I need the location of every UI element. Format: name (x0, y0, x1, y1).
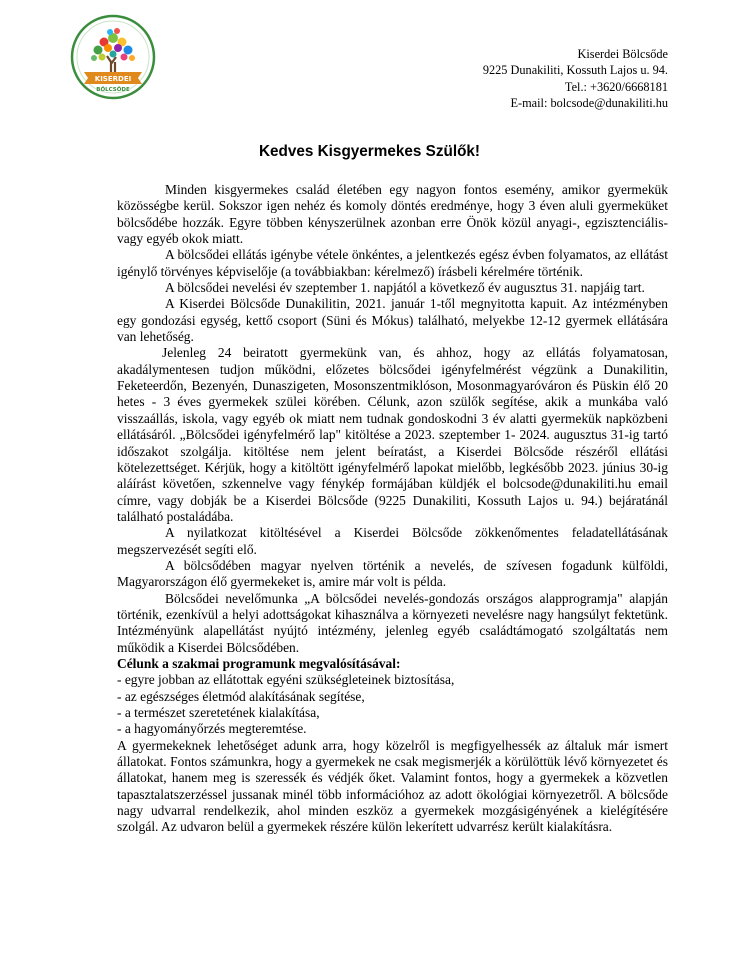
letter-title: Kedves Kisgyermekes Szülők! (258, 143, 481, 160)
letterhead (483, 46, 668, 112)
org-address: 9225 Dunakiliti, Kossuth Lajos u. 94. (482, 63, 668, 78)
paragraph-school-year: A bölcsődei nevelési év szeptember 1. napjától a következő év augusztus 31. napjáig tart. (165, 280, 645, 296)
logo-bottom-text: BÖLCSŐDE (96, 87, 130, 93)
goal-item: - egyre jobban az ellátottak egyéni szükségleteinek biztosítása, (117, 672, 455, 688)
kiserdei-logo (70, 14, 156, 100)
goal-item: - a természet szeretetének kialakítása, (117, 705, 320, 720)
paragraph-intro: Minden kisgyermekes család életében egy nagyon fontos esemény, amikor gyermekük közösségbe kerül. Sokszor igen nehéz és komoly döntés eredménye, hogy 3 éven aluli gyermeküket bölcsődébe hozzák. Egyre többen kényszerülnek azonban erre Önök közül anyagi-, egzisztenciális- vagy egyéb okok miatt. (117, 182, 668, 247)
paragraph-program: Bölcsődei nevelőmunka „A bölcsődei nevelés-gondozás országos alapprogramja" alapján történik, ezenkívül a helyi adottságokat kihasználva a környezeti nevelésre nagy hangsúlyt fektetünk. Intézményünk alapellátást nyújtó intézmény, jelenleg egyéb családtámogató szolgáltatás nem működik a Kiserdei Bölcsődében. (117, 590, 668, 655)
paragraph-declaration: A nyilatkozat kitöltésével a Kiserdei Bölcsőde zökkenőmentes feladatellátásának megszervezését segíti elő. (117, 525, 668, 557)
paragraph-closing: A gyermekeknek lehetőséget adunk arra, hogy közelről is megfigyelhessék az általuk már ismert állatokat. Fontos számunkra, hogy a gyermekek ne csak megismerjék a körülöttük lévő környezetet és állatokat, hanem meg is szeressék és védjék őket. Valamint fontos, hogy a gyermekek a közvetlen tapasztalatszerzéssel jussanak minél több információhoz az adott ökológiai környezetről. A bölcsőde nagy udvarral rendelkezik, ahol minden eszköz a gyermekek mozgásigényének a kielégítésére szolgál. Az udvaron belül a gyermekek részére külön lekerített udvarrész került kialakításra. (117, 737, 668, 835)
logo-top-text: KISERDEI (94, 75, 132, 83)
paragraph-opening: A Kiserdei Bölcsőde Dunakilitin, 2021. január 1-től megnyitotta kapuit. Az intézményben egy gondozási egység, kettő csoport (Süni és Mókus) található, melyekbe 12-12 gyermek ellátására van lehetőség. (117, 296, 668, 345)
goal-item: - az egészséges életmód alakításának segítése, (117, 688, 365, 704)
goal-item: - a hagyományőrzés megteremtése. (117, 721, 307, 737)
letter-body (117, 182, 668, 836)
org-phone: Tel.: +3620/6668181 (564, 79, 668, 94)
paragraph-language: A bölcsődében magyar nyelven történik a nevelés, de szívesen fogadunk külföldi, Magyarországon élő gyermekeket is, amire már volt is példa. (117, 557, 668, 590)
goals-list (117, 672, 668, 737)
org-name: Kiserdei Bölcsőde (577, 47, 668, 61)
paragraph-survey: Jelenleg 24 beiratott gyermekünk van, és ahhoz, hogy az ellátás folyamatosan, akadálymentesen tudjon működni, előzetes bölcsődei igényfelmérést végzünk a Dunakilitin, Feketeerdőn, Bezenyén, Dunaszigeten, Mosonszentmiklóson, Mosonmagyaróváron és Püskin élő 20 hetes - 3 éves gyermekek szülei körében. Célunk, azon szülők segítése, akik a munkába való visszaállás, iskola, vagy egyéb ok miatt nem tudnak gondoskodni 3 év alatti gyermekük napközbeni ellátásáról. „Bölcsődei igényfelmérő lap" kitöltése a 2023. szeptember 1- 2024. augusztus 31-ig tartó időszakot szolgálja. kitöltése nem jelent beíratást, a Kiserdei Bölcsőde részéről ellátási kötelezettséget. Kérjük, hogy a kitöltött igényfelmérő lapokat mielőbb, legkésőbb 2023. június 30-ig aláírást követően, szkennelve vagy fénykép formájában küldjék el bolcsode@dunakiliti.hu email címre, vagy dobják be a Kiserdei Bölcsőde (9225 Dunakiliti, Kossuth Lajos u. 94.) bejáratánál található postaládába. (117, 345, 668, 524)
org-email: E-mail: bolcsode@dunakiliti.hu (510, 96, 668, 111)
tree-logo-icon (70, 14, 156, 100)
paragraph-voluntary: A bölcsődei ellátás igénybe vétele önkéntes, a jelentkezés egész évben folyamatos, az ellátást igénylő törvényes képviselője (a továbbiakban: kérelmező) írásbeli kérelmére történik. (117, 247, 668, 279)
goals-heading: Célunk a szakmai programunk megvalósításával: (117, 655, 401, 671)
